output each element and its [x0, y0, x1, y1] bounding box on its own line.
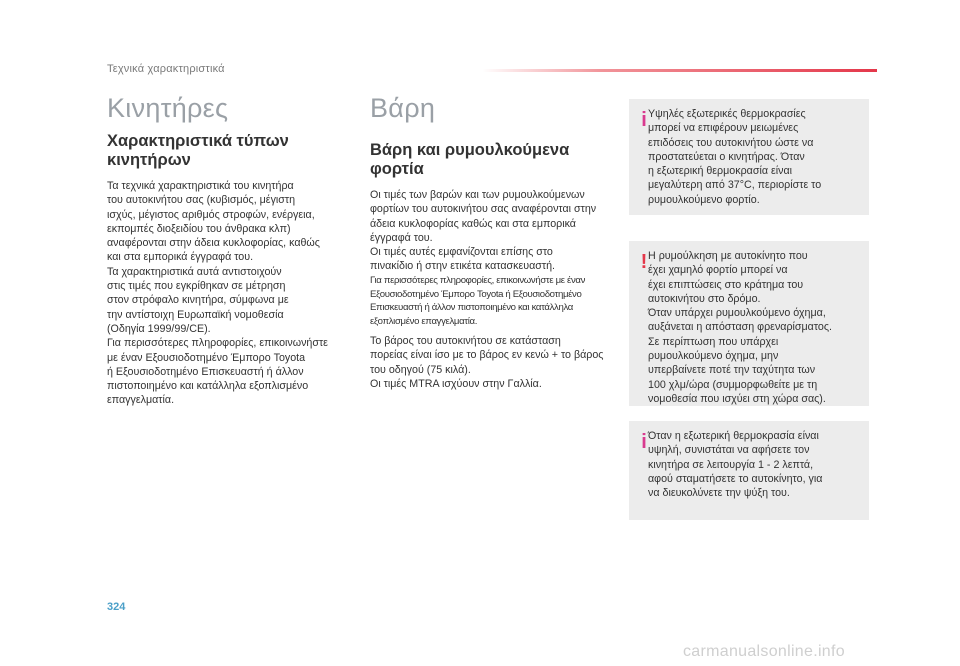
weights-body-line: του οδηγού (75 κιλά).	[370, 363, 471, 376]
weights-dealer-note-line: Εξουσιοδοτημένο Έμπορο Toyota ή Εξουσιοδοτημένο	[370, 288, 582, 300]
note-box-towing-warning	[629, 241, 869, 406]
weights-body-line: άδεια κυκλοφορίας καθώς και στα εμπορικά	[370, 217, 576, 230]
engines-title: Κινητήρες	[107, 93, 229, 123]
weights-body-2	[370, 334, 615, 391]
engines-body-line: Τα χαρακτηριστικά αυτά αντιστοιχούν	[107, 265, 282, 278]
warning-icon: !	[640, 251, 648, 273]
weights-body-line: Οι τιμές MTRA ισχύουν στην Γαλλία.	[370, 377, 542, 390]
note-line: ρυμουλκούμενο όχημα, μην	[648, 350, 779, 363]
note-line: Σε περίπτωση που υπάρχει	[648, 335, 779, 348]
engines-body-line: εκπομπές διοξειδίου του άνθρακα κλπ)	[107, 222, 291, 235]
engines-subtitle-line: κινητήρων	[107, 151, 191, 169]
note-line: Η ρυμούλκηση με αυτοκίνητο που	[648, 250, 808, 262]
note-line: Όταν υπάρχει ρυμουλκούμενο όχημα,	[648, 307, 826, 320]
engines-body-line: στις τιμές που εγκρίθηκαν σε μέτρηση	[107, 280, 286, 293]
engines-body-line: ή Εξουσιοδοτημένο Επισκευαστή ή άλλον	[107, 365, 304, 378]
engines-body-line: στον στρόφαλο κινητήρα, σύμφωνα με	[107, 294, 289, 307]
note-line: υψηλή, συνιστάται να αφήσετε τον	[648, 444, 810, 457]
note-line: η εξωτερική θερμοκρασία είναι	[648, 165, 792, 178]
note-line: προστατεύεται ο κινητήρας. Όταν	[648, 150, 805, 163]
engines-body-line: Τα τεχνικά χαρακτηριστικά του κινητήρα	[107, 180, 294, 192]
weights-dealer-note	[370, 274, 615, 329]
engines-body-line: αναφέρονται στην άδεια κυκλοφορίας, καθώς	[107, 237, 320, 250]
weights-body-line: πορείας είναι ίσο με το βάρος εν κενώ + το βάρος	[370, 349, 604, 362]
info-icon: i	[641, 431, 647, 453]
note-line: υπερβαίνετε ποτέ την ταχύτητα των	[648, 364, 816, 377]
note-text	[648, 429, 863, 500]
note-box-heat	[629, 99, 869, 215]
note-text	[648, 249, 863, 406]
engines-subtitle-line: Χαρακτηριστικά τύπων	[107, 132, 289, 150]
weights-body-line: Οι τιμές των βαρών και των ρυμουλκούμενων	[370, 189, 585, 201]
weights-body-line: φορτίων του αυτοκινήτου σας αναφέρονται στην	[370, 203, 597, 216]
page-number: 324	[107, 601, 126, 613]
note-line: μπορεί να επιφέρουν μειωμένες	[648, 122, 799, 135]
weights-subtitle-line: Βάρη και ρυμουλκούμενα	[370, 141, 570, 159]
weights-dealer-note-line: Για περισσότερες πληροφορίες, επικοινωνήστε με έναν	[370, 274, 586, 286]
note-line: ρυμουλκούμενο φορτίο.	[648, 193, 760, 206]
weights-dealer-note-line: Επισκευαστή ή άλλον πιστοποιημένο και κατάλληλα	[370, 302, 573, 314]
note-line: έχει χαμηλό φορτίο μπορεί να	[648, 264, 788, 277]
engines-body-line: και στα εμπορικά έγγραφά του.	[107, 251, 254, 264]
note-box-engine-cooling	[629, 421, 869, 520]
note-line: νομοθεσία που ισχύει στη χώρα σας).	[648, 392, 826, 405]
weights-subtitle	[370, 141, 615, 179]
note-line: Όταν η εξωτερική θερμοκρασία είναι	[648, 430, 819, 442]
engines-body-line: του αυτοκινήτου σας (κυβισμός, μέγιστη	[107, 194, 296, 207]
section-label: Τεχνικά χαρακτηριστικά	[107, 63, 225, 75]
note-line: 100 χλμ/ώρα (συμμορφωθείτε με τη	[648, 378, 818, 391]
engines-column	[107, 92, 352, 408]
note-line: επιδόσεις του αυτοκινήτου ώστε να	[648, 136, 814, 149]
engines-body-line: πιστοποιημένο και κατάλληλα εξοπλισμένο	[107, 380, 309, 393]
engines-body-line: (Οδηγία 1999/99/CE).	[107, 322, 211, 335]
note-line: αυτοκινήτου στο δρόμο.	[648, 292, 761, 305]
weights-column	[370, 92, 615, 391]
note-line: κινητήρα σε λειτουργία 1 - 2 λεπτά,	[648, 458, 814, 471]
note-line: να διευκολύνετε την ψύξη του.	[648, 487, 790, 500]
note-line: Υψηλές εξωτερικές θερμοκρασίες	[648, 108, 806, 120]
note-line: αυξάνεται η απόσταση φρεναρίσματος.	[648, 321, 832, 334]
engines-body-line: Για περισσότερες πληροφορίες, επικοινωνήστε	[107, 337, 328, 350]
watermark: carmanualsonline.info	[683, 643, 845, 660]
weights-body-line: Οι τιμές αυτές εμφανίζονται επίσης στο	[370, 246, 553, 259]
info-icon: i	[641, 109, 647, 131]
engines-body-line: την αντίστοιχη Ευρωπαϊκή νομοθεσία	[107, 308, 284, 321]
header-rule	[482, 69, 877, 72]
engines-body-line: με έναν Εξουσιοδοτημένο Έμπορο Toyota	[107, 351, 306, 364]
note-line: έχει επιπτώσεις στο κράτημα του	[648, 278, 804, 291]
weights-title: Βάρη	[370, 93, 436, 123]
weights-body-line: Το βάρος του αυτοκινήτου σε κατάσταση	[370, 334, 561, 347]
engines-subtitle	[107, 132, 352, 170]
weights-body	[370, 188, 615, 274]
note-text	[648, 107, 863, 207]
note-line: αφού σταματήσετε το αυτοκίνητο, για	[648, 472, 823, 485]
note-line: μεγαλύτερη από 37°C, περιορίστε το	[648, 179, 822, 192]
weights-body-line: έγγραφά του.	[370, 231, 433, 244]
engines-body	[107, 179, 352, 408]
weights-subtitle-line: φορτία	[370, 160, 424, 178]
weights-dealer-note-line: εξοπλισμένο επαγγελματία.	[370, 316, 478, 328]
engines-body-line: επαγγελματία.	[107, 394, 175, 407]
weights-body-line: πινακίδιο ή στην ετικέτα κατασκευαστή.	[370, 260, 556, 273]
engines-body-line: ισχύς, μέγιστος αριθμός στροφών, ενέργεια,	[107, 208, 315, 221]
